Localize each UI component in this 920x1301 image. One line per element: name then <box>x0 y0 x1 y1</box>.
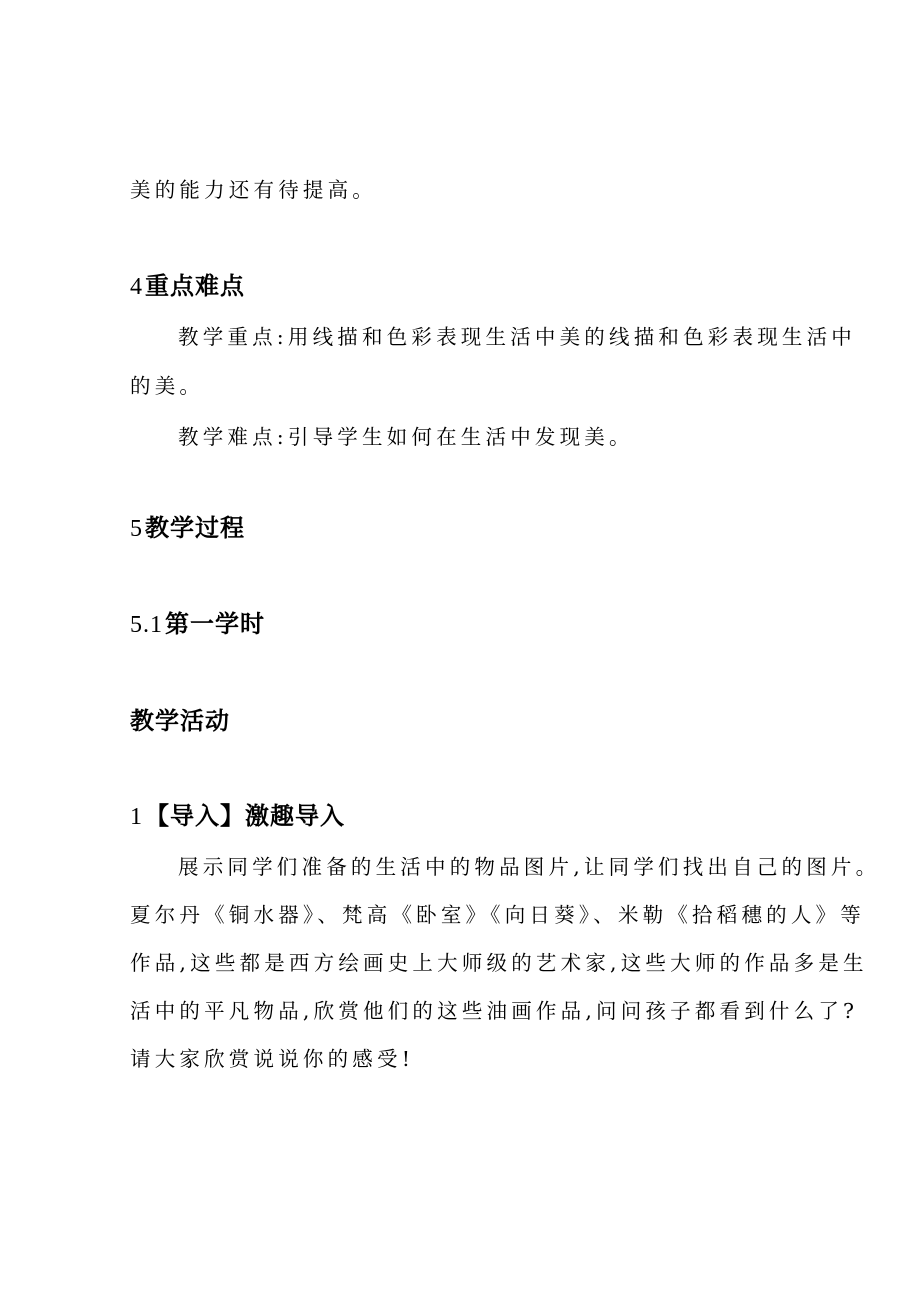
key-point-line-1: 教学重点:用线描和色彩表现生活中美的线描和色彩表现生活中 <box>178 325 857 349</box>
step-1-number: 1 <box>130 804 143 830</box>
step-1-paragraph-line: 作品,这些都是西方绘画史上大师级的艺术家,这些大师的作品多是生 <box>130 951 868 975</box>
step-1-paragraph-line: 夏尔丹《铜水器》、梵高《卧室》《向日葵》、米勒《拾稻穗的人》等 <box>130 903 865 927</box>
difficulty-text: 教学难点:引导学生如何在生活中发现美。 <box>178 425 634 449</box>
section-5-title: 教学过程 <box>145 514 245 542</box>
section-4-number: 4 <box>130 274 143 300</box>
section-4-title: 重点难点 <box>145 272 245 300</box>
key-point-line-2: 的美。 <box>130 374 205 398</box>
step-1-title: 【导入】激趣导入 <box>145 802 345 830</box>
section-5-number: 5 <box>130 516 143 542</box>
activities-heading: 教学活动 <box>130 707 230 735</box>
section-5-1-title: 第一学时 <box>165 610 265 638</box>
step-1-heading <box>130 796 345 831</box>
step-1-paragraph-line: 展示同学们准备的生活中的物品图片,让同学们找出自己的图片。 <box>178 855 881 879</box>
step-1-paragraph-line: 活中的平凡物品,欣赏他们的这些油画作品,问问孩子都看到什么了? <box>130 999 859 1023</box>
continuation-text: 美的能力还有待提高。 <box>130 178 377 202</box>
section-4-heading <box>130 266 245 301</box>
step-1-paragraph-line: 请大家欣赏说说你的感受! <box>130 1047 415 1071</box>
section-5-heading <box>130 508 245 543</box>
section-5-1-number: 5.1 <box>130 612 163 638</box>
section-5-1-heading <box>130 604 265 639</box>
